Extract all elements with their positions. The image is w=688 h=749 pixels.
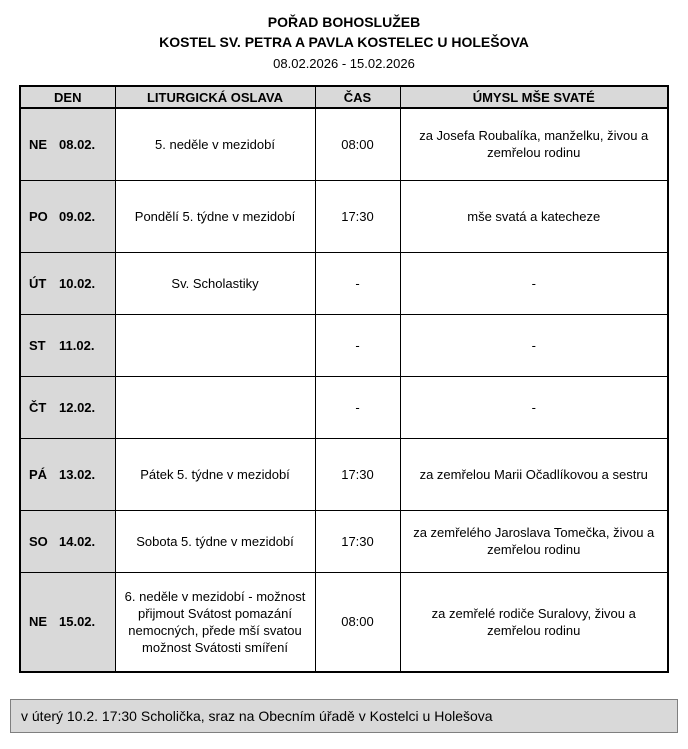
day-date: 10.02.: [59, 275, 96, 291]
schedule-table: [19, 85, 669, 673]
celebration-cell: Sv. Scholastiky: [115, 252, 315, 314]
table-body: [20, 108, 668, 672]
day-abbreviation: ÚT: [29, 275, 47, 291]
document-header: [0, 0, 688, 73]
page-title: POŘAD BOHOSLUŽEB: [267, 14, 421, 30]
table-row: [20, 252, 668, 314]
time-cell: -: [315, 252, 400, 314]
day-date: 15.02.: [59, 614, 96, 630]
time-cell: -: [315, 376, 400, 438]
column-header-cas: ČAS: [315, 86, 400, 108]
day-cell: [20, 180, 115, 252]
celebration-cell: Pondělí 5. týdne v mezidobí: [115, 180, 315, 252]
table-row: [20, 572, 668, 672]
intention-cell: -: [400, 314, 668, 376]
day-cell: [20, 108, 115, 180]
day-date: 13.02.: [59, 466, 96, 482]
day-abbreviation: PO: [29, 208, 48, 224]
day-date: 12.02.: [59, 399, 96, 415]
day-date: 11.02.: [59, 337, 95, 353]
footer-note: v úterý 10.2. 17:30 Scholička, sraz na Obecním úřadě v Kostelci u Holešova: [10, 699, 678, 733]
celebration-cell: 5. neděle v mezidobí: [115, 108, 315, 180]
day-abbreviation: NE: [29, 614, 48, 630]
day-cell: [20, 252, 115, 314]
time-cell: 08:00: [315, 572, 400, 672]
time-cell: -: [315, 314, 400, 376]
column-header-den: DEN: [20, 86, 115, 108]
intention-cell: za Josefa Roubalíka, manželku, živou a zemřelou rodinu: [400, 108, 668, 180]
table-row: [20, 180, 668, 252]
day-date: 08.02.: [59, 136, 96, 152]
day-cell: [20, 572, 115, 672]
intention-cell: -: [400, 376, 668, 438]
church-name: KOSTEL SV. PETRA A PAVLA KOSTELEC U HOLEŠOVA: [159, 34, 529, 50]
table-row: [20, 510, 668, 572]
time-cell: 17:30: [315, 438, 400, 510]
table-row: [20, 376, 668, 438]
table-row: [20, 314, 668, 376]
time-cell: 08:00: [315, 108, 400, 180]
intention-cell: za zemřelé rodiče Suralovy, živou a zemřelou rodinu: [400, 572, 668, 672]
intention-cell: mše svatá a katecheze: [400, 180, 668, 252]
time-cell: 17:30: [315, 510, 400, 572]
celebration-cell: Sobota 5. týdne v mezidobí: [115, 510, 315, 572]
intention-cell: za zemřelou Marii Očadlíkovou a sestru: [400, 438, 668, 510]
intention-cell: -: [400, 252, 668, 314]
day-date: 09.02.: [59, 208, 96, 224]
day-abbreviation: ČT: [29, 399, 47, 415]
time-cell: 17:30: [315, 180, 400, 252]
day-abbreviation: NE: [29, 136, 48, 152]
celebration-cell: [115, 314, 315, 376]
day-abbreviation: SO: [29, 533, 48, 549]
table-header-row: [20, 86, 668, 108]
day-cell: [20, 510, 115, 572]
celebration-cell: [115, 376, 315, 438]
day-abbreviation: PÁ: [29, 466, 48, 482]
celebration-cell: 6. neděle v mezidobí - možnost přijmout Svátost pomazání nemocných, přede mší svatou možnost Svátosti smíření: [115, 572, 315, 672]
table-row: [20, 438, 668, 510]
table-row: [20, 108, 668, 180]
celebration-cell: Pátek 5. týdne v mezidobí: [115, 438, 315, 510]
day-cell: [20, 314, 115, 376]
day-cell: [20, 376, 115, 438]
day-abbreviation: ST: [29, 337, 46, 353]
day-cell: [20, 438, 115, 510]
column-header-liturgicka-oslava: LITURGICKÁ OSLAVA: [115, 86, 315, 108]
date-range: 08.02.2026 - 15.02.2026: [273, 56, 415, 71]
day-date: 14.02.: [59, 533, 96, 549]
intention-cell: za zemřelého Jaroslava Tomečka, živou a zemřelou rodinu: [400, 510, 668, 572]
column-header-umysl: ÚMYSL MŠE SVATÉ: [400, 86, 668, 108]
